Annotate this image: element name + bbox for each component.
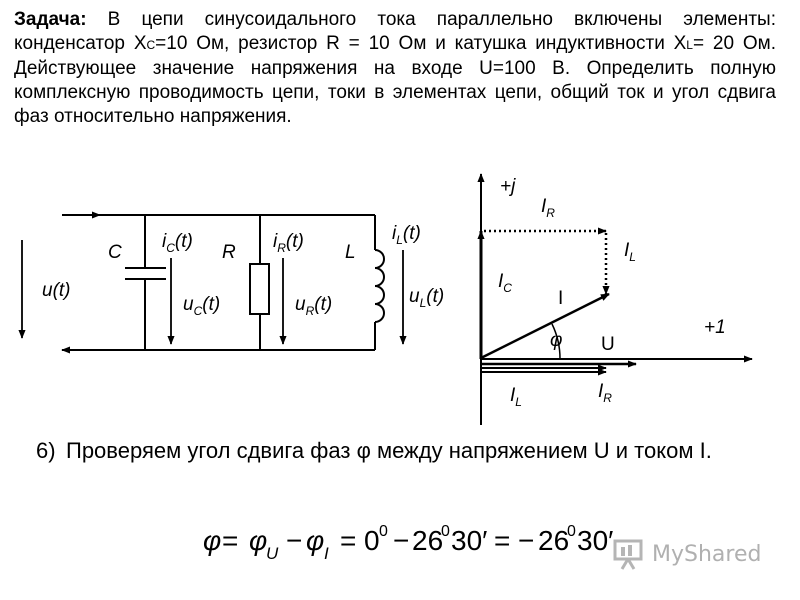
svg-text:I: I xyxy=(324,544,329,563)
inductor-label: L xyxy=(345,242,356,263)
problem-sub-l: L xyxy=(686,38,693,52)
svg-text:30′: 30′ xyxy=(577,525,614,556)
il-label: $i_L(t)$ xyxy=(392,223,421,247)
svg-text:=: = xyxy=(340,525,357,556)
svg-text:=: = xyxy=(222,525,239,556)
svg-text:0: 0 xyxy=(441,523,450,540)
ic-phasor-label: $I_C$ xyxy=(498,271,512,295)
il-phasor-label: $I_L$ xyxy=(624,240,636,264)
svg-text:φ: φ xyxy=(203,525,222,556)
step-6 xyxy=(36,436,776,466)
phi-label: φ xyxy=(550,330,563,351)
phasor-diagram xyxy=(481,174,752,425)
circuit-arrows xyxy=(22,215,403,350)
problem-text-2: =10 Ом, резистор R = 10 Ом и катушка индуктивности X xyxy=(155,33,687,54)
total-current-label: I xyxy=(558,288,564,309)
presentation-icon xyxy=(612,537,646,571)
svg-text:26: 26 xyxy=(538,525,570,556)
circuit-diagram xyxy=(62,215,384,350)
step-text: Проверяем угол сдвига фаз φ между напряжением U и током I. xyxy=(66,438,712,463)
ul-label: $u_L(t)$ xyxy=(409,286,445,310)
watermark-text: MyShared xyxy=(652,541,762,567)
total-current-phasor xyxy=(481,294,609,358)
svg-text:0: 0 xyxy=(364,525,380,556)
capacitor-label: C xyxy=(108,242,122,263)
svg-text:U: U xyxy=(266,544,279,563)
problem-heading: Задача: xyxy=(14,9,87,30)
svg-text:φ: φ xyxy=(306,525,325,556)
ir-label: $i_R(t)$ xyxy=(273,231,304,255)
il-bottom-label: $I_L$ xyxy=(510,385,522,409)
inductor-coil xyxy=(375,250,384,322)
phase-shift-formula xyxy=(203,523,613,563)
svg-text:=: = xyxy=(494,525,511,556)
svg-text:0: 0 xyxy=(379,523,388,540)
svg-text:30′: 30′ xyxy=(451,525,488,556)
svg-text:26: 26 xyxy=(412,525,444,556)
resistor-body xyxy=(250,264,269,314)
step-number: 6) xyxy=(36,438,56,463)
problem-text-1: В цепи синусоидального тока параллельно включены элементы: конденсатор X xyxy=(14,9,776,54)
svg-text:−: − xyxy=(518,525,535,556)
uc-label: $u_C(t)$ xyxy=(183,294,221,318)
problem-text-3: = 20 Ом. Действующее значение напряжения на входе U=100 В. Определить полную комплексную проводимость цепи, токи в элементах цепи, общий ток и угол сдвига фаз относительно напряжения. xyxy=(14,33,776,127)
ir-phasor-label: $I_R$ xyxy=(541,196,555,220)
watermark xyxy=(612,534,761,574)
svg-text:φ: φ xyxy=(249,525,268,556)
voltage-label: U xyxy=(601,334,615,355)
input-voltage-label: u(t) xyxy=(42,280,71,301)
svg-text:0: 0 xyxy=(567,523,576,540)
ir-bottom-label: $I_R$ xyxy=(598,381,612,405)
problem-sub-c: C xyxy=(146,38,156,52)
ur-label: $u_R(t)$ xyxy=(295,294,333,318)
resistor-label: R xyxy=(222,242,236,263)
svg-text:−: − xyxy=(393,525,410,556)
plus-one-label: +1 xyxy=(704,317,726,338)
plus-j-label: +j xyxy=(500,176,516,197)
svg-text:−: − xyxy=(286,525,303,556)
ic-label: $i_C(t)$ xyxy=(162,231,193,255)
